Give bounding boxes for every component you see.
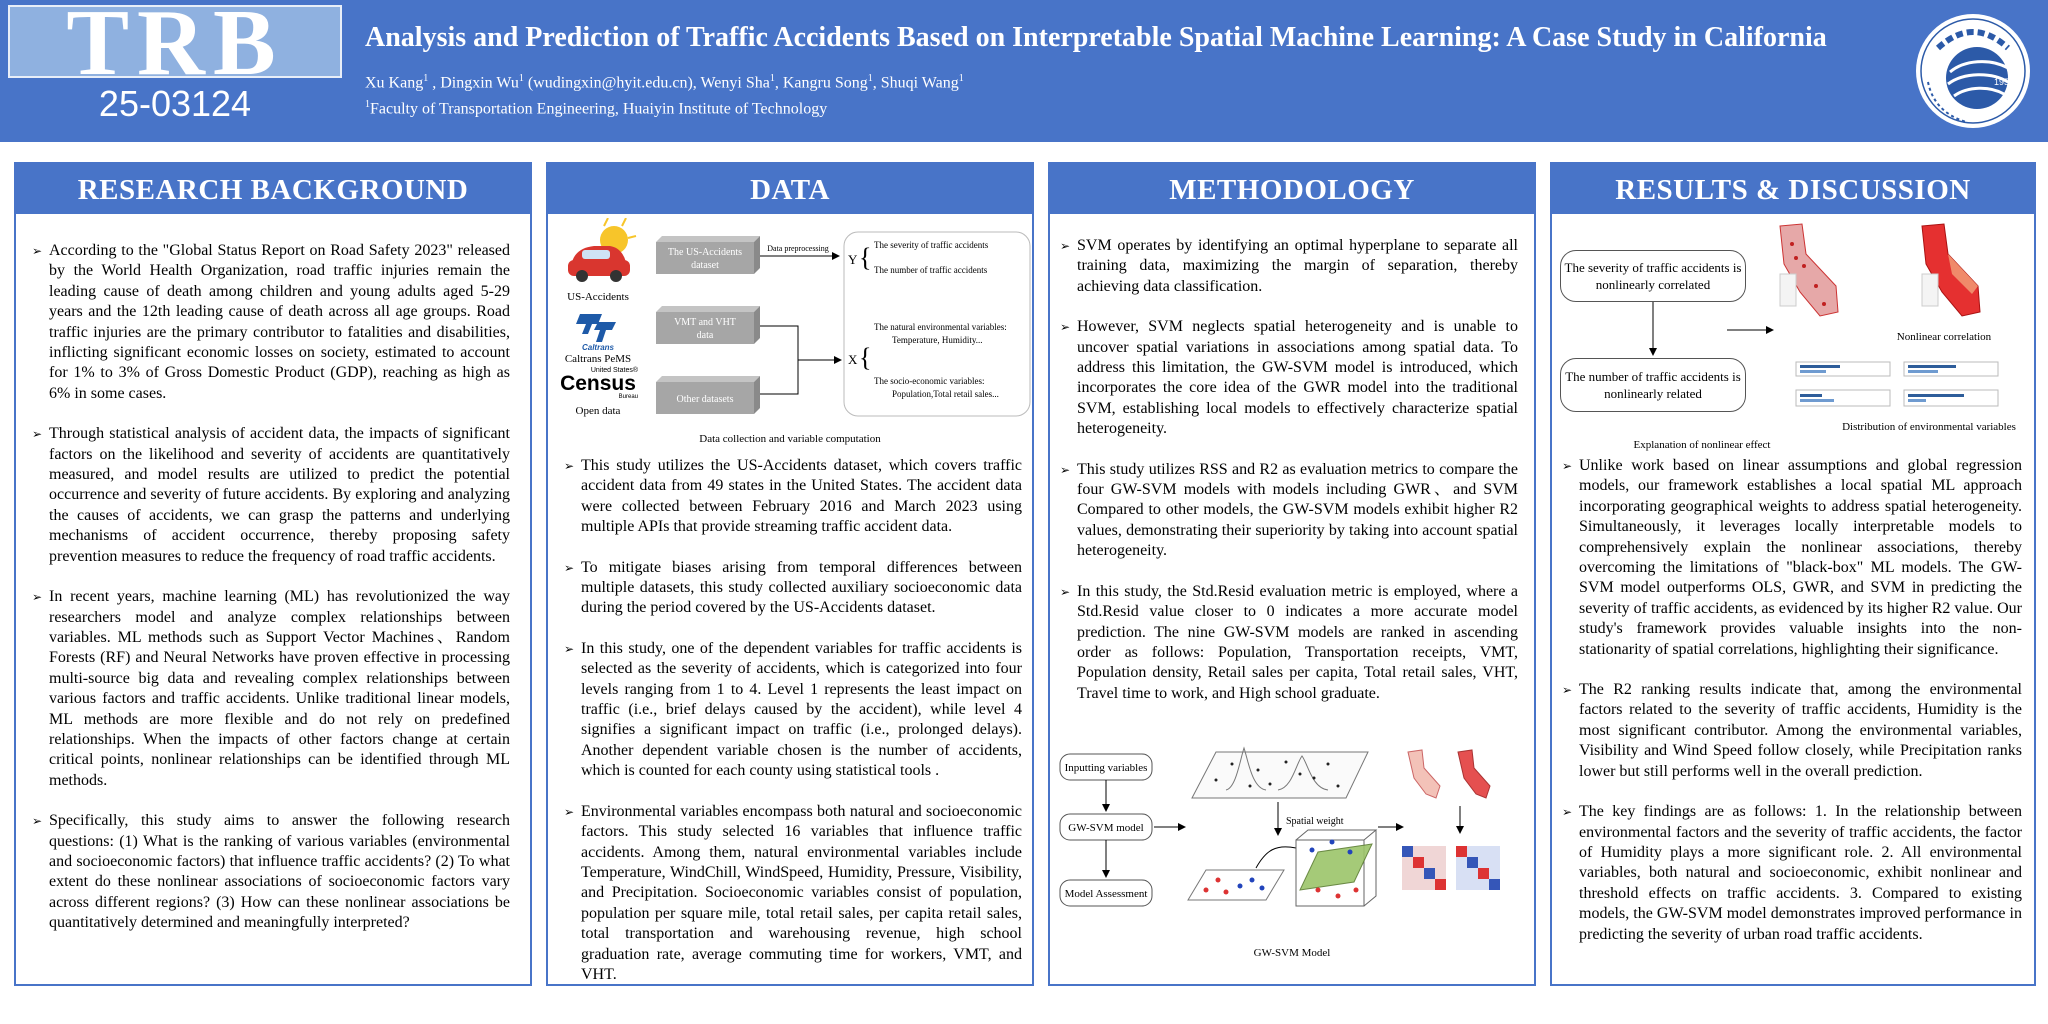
affiliation-sup: 1 [365,99,370,110]
bullet-list [32,241,510,934]
figure-caption: Explanation of nonlinear effect [1633,439,1771,451]
panel-research-background [14,162,532,986]
census-logo-icon [560,366,639,400]
trb-logo [8,0,342,95]
source-label: Caltrans PeMS [564,353,632,365]
author-sup: 1 [958,73,964,84]
arrow-label: Data preprocessing [767,244,829,253]
y-variable: The severity of traffic accidents [874,240,989,250]
x-variable: The socio-economic variables: [874,376,985,386]
author: Dingxin Wu [440,74,519,92]
x-symbol: X [848,352,858,367]
bullet-item: ➢ Through statistical analysis of accident data, the impacts of significant factors on the likelihood and severity of accidents are quantitatively measured, and model results are utilized to predict the potential occurrence and severity of future accidents. By exploring and analyzing the causes of accidents, we can grasp the patterns and underlying mechanisms of accident occurrence, thereby proposing safety prevention measures to reduce the frequency of road traffic accidents. [32,424,510,567]
dataset-box [656,376,760,414]
figure-caption: Distribution of environmental variables [1842,421,2016,433]
trb-logo-text: TRB [66,0,284,95]
source-label: US-Accidents [567,291,629,303]
severity-correlation-box: The severity of traffic accidents is nonlinearly correlated [1560,250,1746,302]
bullet-item: ➢ The R2 ranking results indicate that, among the environmental factors related to the severity of traffic accidents, Humidity is the most significant contributor. Among the environmental variables, Visibility and Wind Speed follow closely, while Precipitation ranks lower but still performs well in the overall prediction. [1562,680,2022,782]
gw-svm-model-diagram [1056,740,1530,960]
bullet-item: ➢ However, SVM neglects spatial heterogeneity and is unable to uncover spatial variations in associations among spatial data. To address this limitation, the GW-SVM model is introduced, which incorporates the core idea of the GWR model into the traditional SVM, establishing local models to effectively characterize spatial heterogeneity. [1060,317,1518,439]
brace: { [859,243,872,272]
author-sep: , [428,74,441,92]
author: Kangru Song [782,74,868,92]
x-variable: Temperature, Humidity... [892,335,983,345]
data-flow-diagram [552,218,1032,428]
x-variable: The natural environmental variables: [874,322,1007,332]
author-sup: 1 [423,73,429,84]
bullet-list [564,456,1022,985]
section-heading: RESEARCH BACKGROUND [16,164,530,214]
panel-results-discussion [1550,162,2036,986]
california-map-thumbnail [1408,750,1490,798]
y-variable: The number of traffic accidents [874,265,988,275]
spatial-weight-label: Spatial weight [1286,816,1344,827]
bullet-item: ➢ In this study, the Std.Resid evaluation metric is employed, where a Std.Resid value closer to 0 indicates a more accurate model prediction. The nine GW-SVM models are ranked in ascending order as follows: Population, Transportation receipts, VMT, Population density, Retail sales per capita, Total retail sales, VHT, Travel time to work, and High school graduate. [1060,582,1518,704]
author-sep: , [774,74,783,92]
section-heading: RESULTS & DISCUSSION [1552,164,2034,214]
bullet-item: ➢ Unlike work based on linear assumptions and global regression models, our framework establishes a local spatial ML approach incorporating geographical weights to address spatial heterogeneity. Simultaneously, it leverages locally interpretable models to comprehensively explain the nonlinear associations, thereby overcoming the limitations of "black-box" ML models. The GW-SVM model outperforms OLS, GWR, and SVM in predicting the severity of traffic accidents, as evidenced by its higher R2 value. Our study's framework provides valuable insights into the non-stationarity of spatial correlations, highlighting their significance. [1562,456,2022,660]
dataset-box-label: The US-Accidents [667,247,743,258]
author-sup: 1 [518,73,524,84]
university-seal-logo [1914,12,2032,130]
author-sep: (wudingxin@hyit.edu.cn), [523,74,701,92]
distribution-chart-thumbnail [1796,362,1998,406]
poster-title: Analysis and Prediction of Traffic Accidents Based on Interpretable Spatial Machine Learning: A Case Study in California [365,22,1827,53]
bullet-item: ➢ The key findings are as follows: 1. In the relationship between environmental factors and the severity of traffic accidents, the factor of Humidity plays a more significant role. 2. All environmental variables, both natural and socioeconomic, exhibit nonlinear and threshold effects on traffic accidents. 3. Compared to existing models, the GW-SVM model demonstrates improved performance in predicting the severity of urban road traffic accidents. [1562,802,2022,945]
bullet-list [1060,236,1518,704]
data-collection-figure [548,214,1032,452]
bullet-item: ➢ SVM operates by identifying an optimal hyperplane to separate all training data, maximizing the margin of separation, thereby achieving data classification. [1060,236,1518,297]
census-logo-sub: Bureau [618,394,638,400]
number-correlation-box: The number of traffic accidents is nonlinearly related [1560,358,1746,412]
census-logo-text: Census [560,372,636,395]
dataset-box [656,306,760,344]
bullet-item: ➢ To mitigate biases arising from temporal differences between multiple datasets, this study collected auxiliary socioeconomic data during the period covered by the US-Accidents dataset. [564,558,1022,619]
dataset-box-label: data [696,330,714,341]
dataset-box-label: dataset [691,260,719,271]
poster-header [0,0,2048,142]
author-sup: 1 [867,73,873,84]
panel-methodology [1048,162,1536,986]
author-sep: , [872,74,881,92]
method-step: GW-SVM model [1068,822,1144,834]
dataset-box-label: Other datasets [676,394,734,405]
bullet-item: ➢ This study utilizes RSS and R2 as evaluation metrics to compare the four GW-SVM models with models including GWR、and SVM Compared to other models, the GW-SVM models exhibit higher R2 values, demonstrating their superiority by taking into account spatial heterogeneity. [1060,460,1518,562]
bullet-item: ➢ Specifically, this study aims to answer the following research questions: (1) What is the ranking of various variables (environmental and socioeconomic factors) that influence traffic accidents? (2) To what extent do these nonlinear associations of socioeconomic factors vary across different regions? (3) How can these nonlinear associations be quantitatively determined and meaningfully interpreted? [32,811,510,933]
figure-caption: Nonlinear correlation [1896,331,1992,343]
author: Xu Kang [365,74,424,92]
brace: { [859,343,872,372]
bullet-list [1562,456,2022,965]
y-symbol: Y [848,252,858,267]
panel-data [546,162,1034,986]
census-logo-top: United States® [590,367,638,374]
bullet-item: ➢ Environmental variables encompass both natural and socioeconomic factors. This study selected 16 variables that influence traffic accidents. Among them, natural environmental variables include Temperature, WindChill, WindSpeed, Humidity, Pressure, Visibility, and Precipitation. Socioeconomic variables consist of population, population per square mile, total retail sales, per capita retail sales, total transportation and warehousing revenue, high school graduation rate, average commuting time for workers, VMT, and VHT. [564,802,1022,986]
method-step: Model Assessment [1064,888,1148,900]
bullet-item: ➢ In recent years, machine learning (ML) has revolutionized the way researchers model and analyze complex relationships between variables. ML methods such as Support Vector Machines、Random Forests (RF) and Neural Networks have proven effective in processing multi-source big data and revealing complex relationships between various factors and traffic accidents. Unlike traditional linear models, ML methods are more flexible and do not rely on predefined relationships. When the impacts of other factors change at certain critical points, nonlinear relationships can be identified through ML methods. [32,587,510,791]
caltrans-logo-text: Caltrans [581,343,615,352]
source-label: Open data [575,405,621,417]
poster-id: 25-03124 [98,83,252,124]
section-heading: DATA [548,164,1032,214]
bullet-item: ➢ In this study, one of the dependent variables for traffic accidents is selected as the severity of accidents, which is categorized into four levels ranging from 1 to 4. Level 1 represents the least impact on traffic (i.e., brief delays caused by the accident), while level 4 signifies a significant impact on traffic (i.e., prolonged delays). Another dependent variable chosen is the number of accidents, which is counted for each county using statistical tools . [564,639,1022,782]
bullet-item: ➢ According to the "Global Status Report on Road Safety 2023" released by the World Health Organization, road traffic injuries remain the leading cause of death among children and young adults aged 5-29 years and the 12th leading cause of death across all age groups. Road traffic injuries are the primary contributor to fatalities and disabilities, inflicting significant economic losses on society, estimated to account for 1% to 3% of Gross Domestic Product (GDP), reaching as high as 6% in some cases. [32,241,510,404]
dataset-box-label: VMT and VHT [674,317,736,328]
seal-year: 1958 [1994,77,2015,87]
figure-caption: GW-SVM Model [1253,947,1331,959]
author-sup: 1 [769,73,775,84]
method-step: Inputting variables [1064,762,1148,774]
section-heading: METHODOLOGY [1050,164,1534,214]
author: Shuqi Wang [880,74,959,92]
caltrans-logo-icon [576,314,616,352]
correlation-heatmap-thumbnail [1402,846,1500,890]
affiliation-text: Faculty of Transportation Engineering, Huaiyin Institute of Technology [370,100,828,118]
author-list [365,68,964,94]
figure-caption: Data collection and variable computation [699,433,881,445]
x-variable: Population,Total retail sales... [892,389,999,399]
author: Wenyi Sha [700,74,770,92]
bullet-item: ➢ This study utilizes the US-Accidents dataset, which covers traffic accident data from 49 states in the United States. The accident data were collected between February 2016 and March 2023 using multiple APIs that provide streaming traffic accident data. [564,456,1022,538]
dataset-box [656,236,760,274]
nonlinear-map-thumbnail [1780,224,1980,316]
car-icon [568,218,636,282]
affiliation [365,94,827,120]
